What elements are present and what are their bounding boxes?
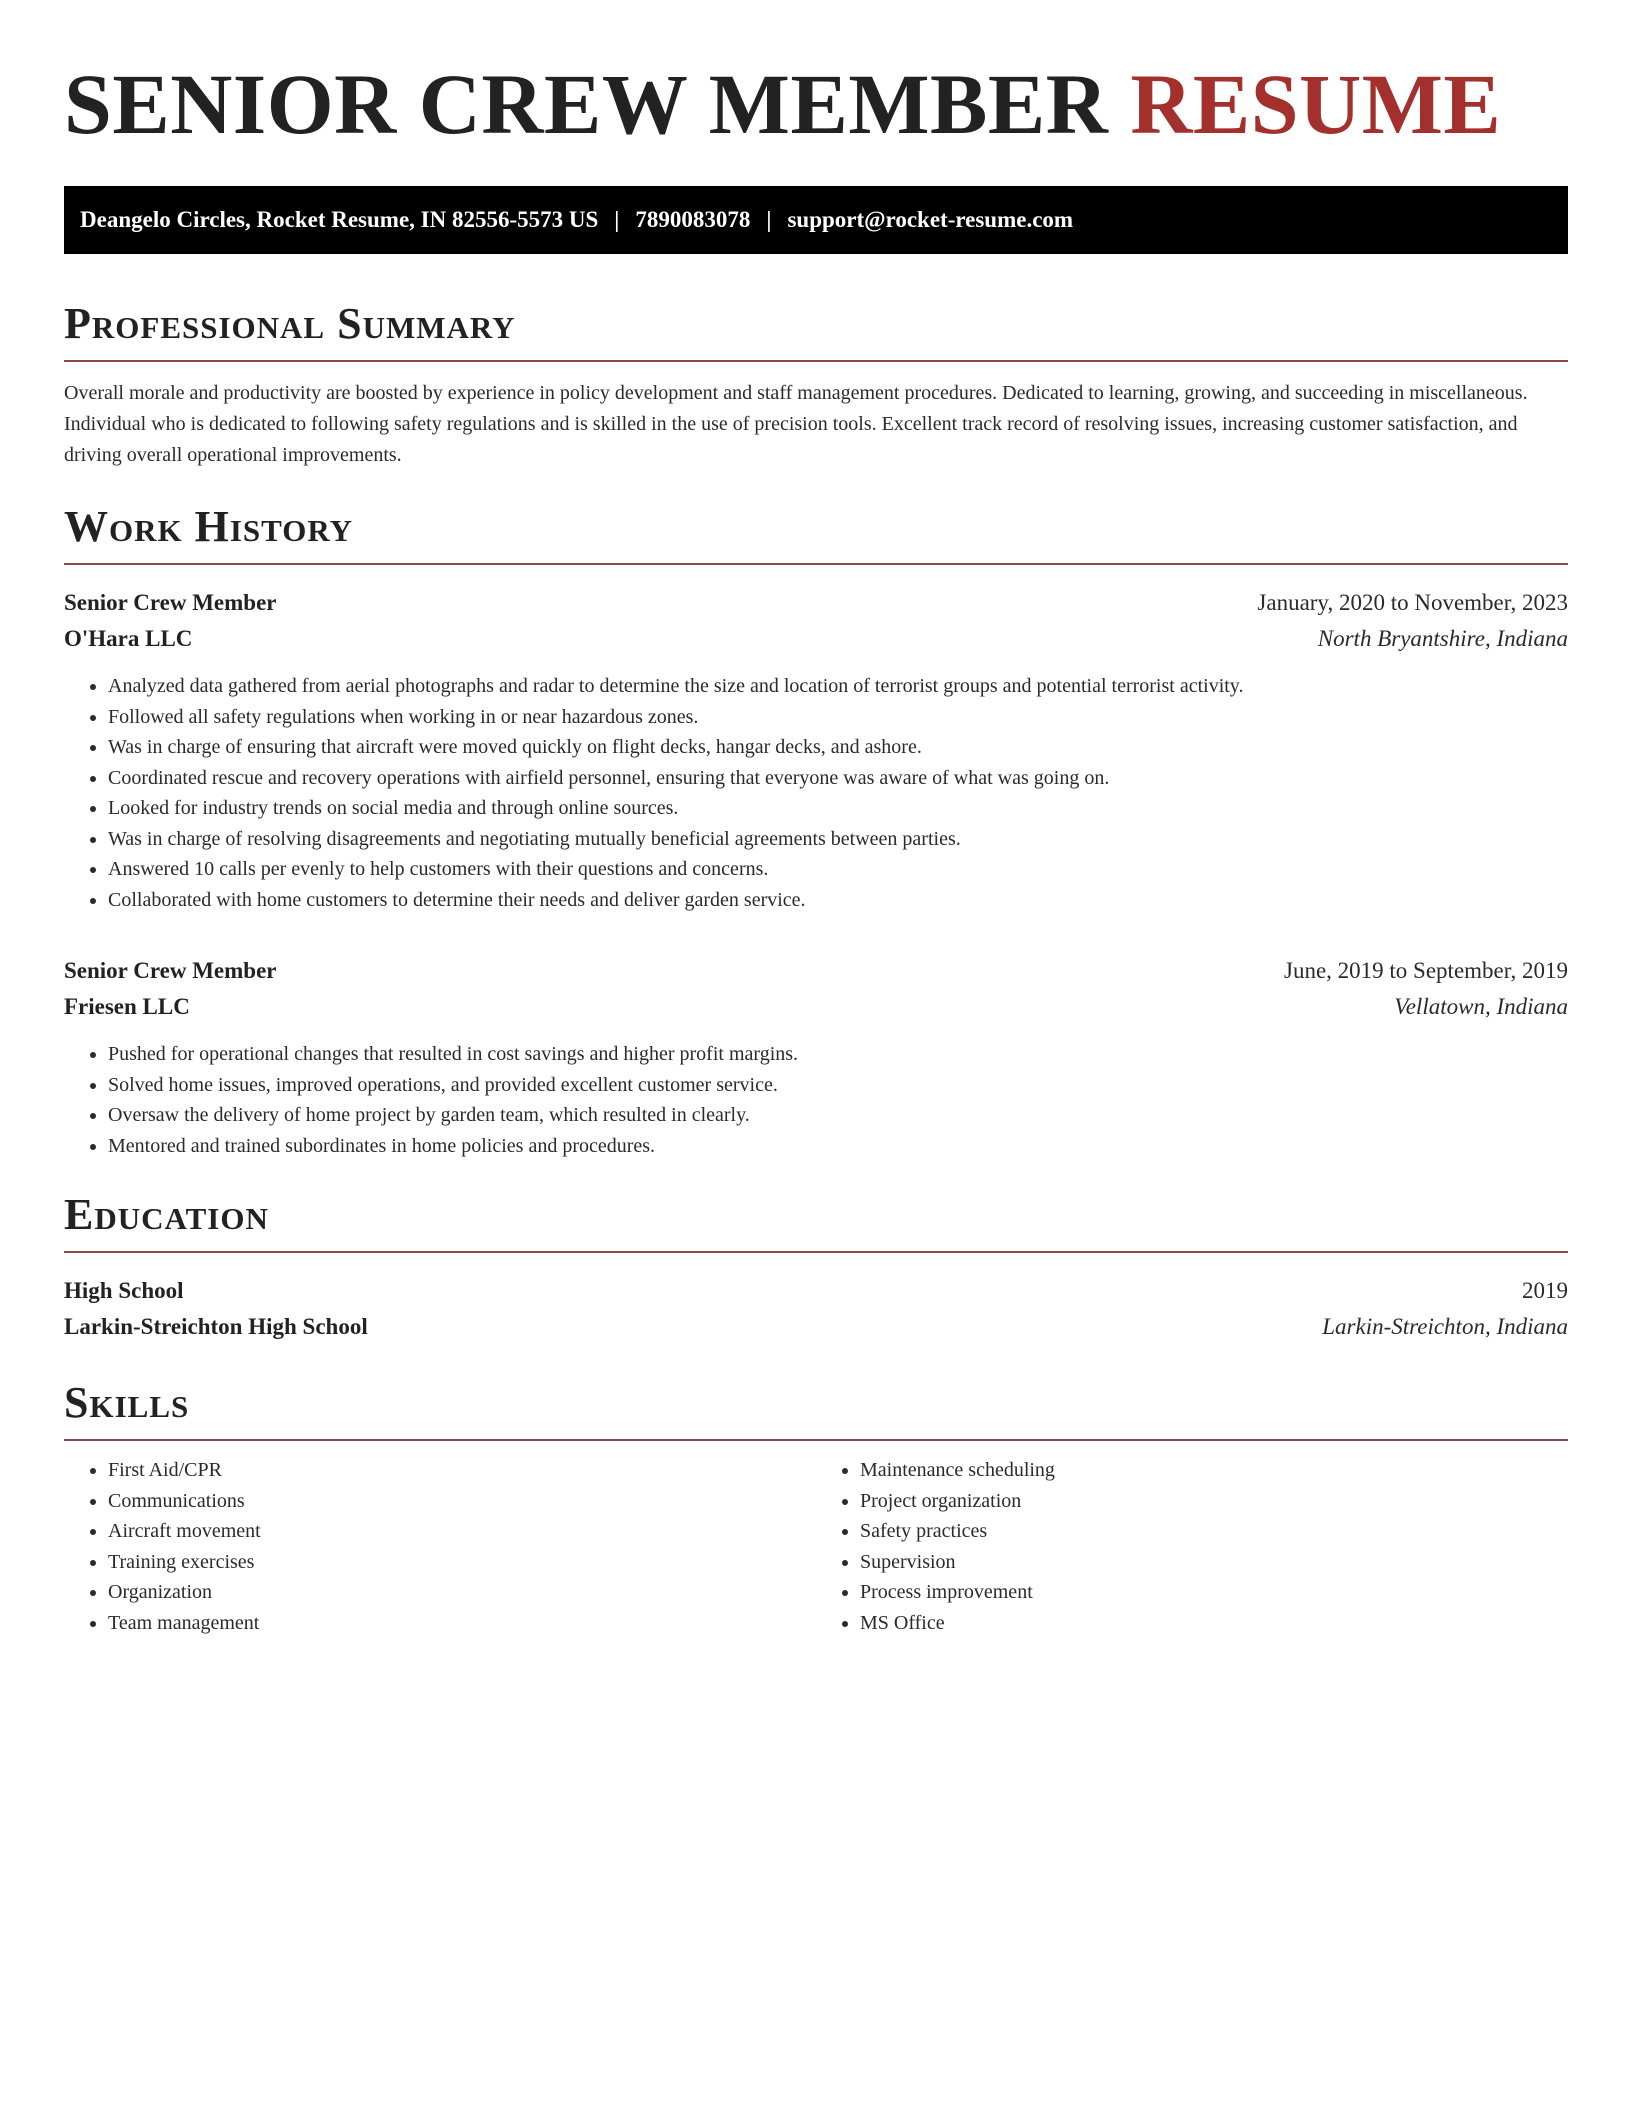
section-heading-education: Education [64, 1189, 1568, 1253]
job-duty-item: • Looked for industry trends on social media and through online sources. [108, 793, 1568, 824]
skills-section [64, 1377, 1568, 1638]
education-year: 2019 [1522, 1278, 1568, 1303]
job-title: Senior Crew Member [64, 590, 277, 615]
skill-item: • Communications [108, 1486, 816, 1517]
job-duties-list [64, 671, 1568, 915]
skill-item: • Organization [108, 1577, 816, 1608]
contact-address: Deangelo Circles, Rocket Resume, IN 82556-5573 US [80, 207, 599, 232]
skill-item: • First Aid/CPR [108, 1455, 816, 1486]
education-entry [64, 1273, 1568, 1345]
contact-separator: | [614, 207, 620, 232]
skill-item: • Training exercises [108, 1547, 816, 1578]
job-location: Vellatown, Indiana [1394, 994, 1568, 1019]
contact-separator: | [766, 207, 772, 232]
title-accent: RESUME [1130, 56, 1502, 152]
job-title: Senior Crew Member [64, 958, 277, 983]
job-company-row [64, 989, 1568, 1025]
education-degree: High School [64, 1278, 184, 1303]
skills-grid [64, 1455, 1568, 1638]
job-company: O'Hara LLC [64, 626, 193, 651]
job-duty-item: • Mentored and trained subordinates in home policies and procedures. [108, 1131, 1568, 1162]
skill-item: • MS Office [860, 1608, 1568, 1639]
job-dates: January, 2020 to November, 2023 [1257, 590, 1568, 615]
job-duty-item: • Was in charge of resolving disagreements and negotiating mutually beneficial agreements between parties. [108, 824, 1568, 855]
job-duty-item: • Answered 10 calls per evenly to help customers with their questions and concerns. [108, 854, 1568, 885]
job-title-row [64, 585, 1568, 621]
skill-item: • Supervision [860, 1547, 1568, 1578]
summary-section [64, 298, 1568, 471]
job-duty-item: • Solved home issues, improved operations, and provided excellent customer service. [108, 1070, 1568, 1101]
section-heading-summary: Professional Summary [64, 298, 1568, 362]
skill-item: • Safety practices [860, 1516, 1568, 1547]
job-entry [64, 953, 1568, 1161]
section-heading-skills: Skills [64, 1377, 1568, 1441]
job-location: North Bryantshire, Indiana [1317, 626, 1568, 651]
skill-item: • Aircraft movement [108, 1516, 816, 1547]
job-company: Friesen LLC [64, 994, 190, 1019]
education-school-row [64, 1309, 1568, 1345]
education-section [64, 1189, 1568, 1345]
section-heading-work-history: Work History [64, 501, 1568, 565]
job-duty-item: • Followed all safety regulations when working in or near hazardous zones. [108, 702, 1568, 733]
job-duty-item: • Oversaw the delivery of home project by garden team, which resulted in clearly. [108, 1100, 1568, 1131]
education-location: Larkin-Streichton, Indiana [1322, 1314, 1568, 1339]
job-duty-item: • Analyzed data gathered from aerial photographs and radar to determine the size and location of terrorist groups and potential terrorist activity. [108, 671, 1568, 702]
education-degree-row [64, 1273, 1568, 1309]
skill-item: • Project organization [860, 1486, 1568, 1517]
job-dates: June, 2019 to September, 2019 [1284, 958, 1568, 983]
job-duty-item: • Coordinated rescue and recovery operations with airfield personnel, ensuring that everyone was aware of what was going on. [108, 763, 1568, 794]
resume-title [64, 54, 1568, 154]
education-school: Larkin-Streichton High School [64, 1314, 368, 1339]
contact-bar [64, 186, 1568, 254]
skill-item: • Process improvement [860, 1577, 1568, 1608]
contact-phone: 7890083078 [635, 207, 751, 232]
skill-item: • Team management [108, 1608, 816, 1639]
job-duty-item: • Pushed for operational changes that resulted in cost savings and higher profit margins. [108, 1039, 1568, 1070]
skills-list-right [816, 1455, 1568, 1638]
job-duties-list [64, 1039, 1568, 1161]
job-duty-item: • Collaborated with home customers to determine their needs and deliver garden service. [108, 885, 1568, 916]
job-entry [64, 585, 1568, 915]
summary-text: Overall morale and productivity are boosted by experience in policy development and staff management procedures. Dedicated to learning, growing, and succeeding in miscellaneous. Individual who is dedicated to following safety regulations and is skilled in the use of precision tools. Excellent track record of resolving issues, increasing customer satisfaction, and driving overall operational improvements. [64, 382, 1528, 466]
job-company-row [64, 621, 1568, 657]
skill-item: • Maintenance scheduling [860, 1455, 1568, 1486]
contact-email: support@rocket-resume.com [787, 207, 1074, 232]
job-duty-item: • Was in charge of ensuring that aircraft were moved quickly on flight decks, hangar decks, and ashore. [108, 732, 1568, 763]
work-history-section [64, 501, 1568, 1161]
job-title-row [64, 953, 1568, 989]
skills-list-left [64, 1455, 816, 1638]
title-main: SENIOR CREW MEMBER [64, 56, 1109, 152]
